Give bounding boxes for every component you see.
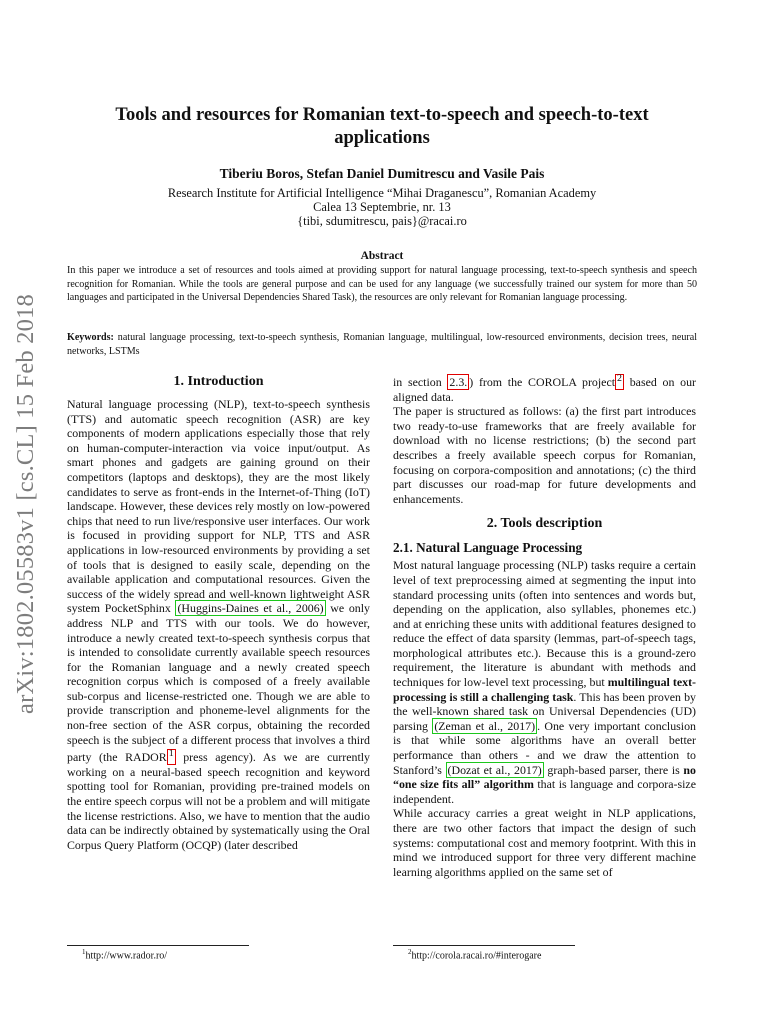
subsection-heading-nlp: 2.1. Natural Language Processing [393,540,583,556]
footnote-rule-right [393,945,575,946]
tools-text: Most natural language processing (NLP) tasks require a certain level of text preprocessing aimed at segmenting the input into standard processing units (often into sentences and words but, depending on the application, also syllables, phonemes etc.) and at enriching these units with additional features designed to reduce the effect of data sparsity (lemmas, part-of-speech tags, morphological attributes etc.). Because this is a ground-zero requirement, the literature is abundant with methods and techniques for low-level text processing, but [393,558,696,690]
paper-title: Tools and resources for Romanian text-to-speech and speech-to-text applications [115,105,649,148]
intro-text: we only address NLP and TTS with our tools. We do however, introduce a newly created text-to-speech synthesis corpus that is intended to consolidate currently available speech resources for the Romanian language and a newly created speech recognition corpus which is composed of a freely available sub-corpus and license-restricted one. Though we are able to provide transcription and phoneme-level alignments for the non-free section of the ASR corpus, obtaining the recorded speech is the subject of a different process that involves a third party (the RADOR [67,601,370,765]
footnote-1 [82,948,167,961]
footnote-url-2[interactable]: http://corola.racai.ro/#interogare [411,950,542,962]
footnote-link-2[interactable] [615,374,624,390]
tools-paragraph-1 [393,558,696,806]
intro-paragraph-2: The paper is structured as follows: (a) the first part introduces two ready-to-use frameworks that are freely available for download with no license restrictions; (b) the second part describes a freely available speech corpus for Romanian, focusing on corpora-composition and annotations; (c) the third part discusses our road-map for future developments and enhancements. [393,404,696,506]
affiliation-institute: Research Institute for Artificial Intelligence “Mihai Draganescu”, Romanian Academy [167,186,597,200]
footnote-2 [408,948,541,961]
footnote-number-1: 1 [82,948,86,956]
tools-paragraph-2: While accuracy carries a great weight in NLP applications, there are two other factors that impact the design of such systems: computational cost and memory footprint. With this in mind we introduced support for three very different machine learning algorithms applied on the same set of [393,806,696,879]
footnote-rule-left [67,945,249,946]
arxiv-sidebar [2,294,50,714]
footnote-mark-2: 2 [617,373,622,384]
section-heading-introduction: 1. Introduction [173,374,264,389]
abstract-heading: Abstract [360,250,404,262]
intro-text: based on our aligned data. [393,374,697,404]
citation-dozat[interactable]: (Dozat et al., 2017) [447,762,542,777]
paper-authors: Tiberiu Boros, Stefan Daniel Dumitrescu and Vasile Pais [219,166,545,181]
intro-text: ) from the COROLA project [469,374,616,389]
tools-text: . One very important conclusion is that while some algorithms have an overall better performance than others - and we draw the attention to Stanford’s [393,718,696,777]
arxiv-identifier: arXiv:1802.05583v1 [cs.CL] 15 Feb 2018 [12,294,40,714]
tools-text: . This has been proven by the well-known shared task on Universal Dependencies (UD) parsing [393,689,696,733]
tools-emphasis-2: no “one size fits all” algorithm [393,762,696,792]
abstract-text: In this paper we introduce a set of resources and tools aimed at providing support for natural language processing, text-to-speech synthesis and speech recognition for Romanian. While the tools are general purpose and can be used for any language (we successfully trained our system for more than 50 languages and participated in the Universal Dependencies Shared Task), the resources are only relevant for Romanian language processing. [67,265,697,303]
tools-text: graph-based parser, there is [543,762,684,777]
intro-text: in section [393,374,448,389]
left-column [67,372,370,852]
tools-text: that is language and corpora-size independent. [393,777,696,806]
right-column [393,372,696,879]
footnote-url-1[interactable]: http://www.rador.ro/ [85,950,168,962]
keywords-block [67,331,697,358]
keywords-text: natural language processing, text-to-speech synthesis, Romanian language, multilingual, low-resourced environments, decision trees, neural networks, LSTMs [67,332,697,357]
keywords-label: Keywords: [67,332,114,343]
footnote-link-1[interactable] [167,749,176,765]
intro-paragraph-1 [67,397,370,852]
tools-emphasis-1: multilingual text-processing is still a challenging task [393,675,696,704]
intro-text: Natural language processing (NLP), text-to-speech synthesis (TTS) and automatic speech recognition (ASR) are key components of modern applications especially those that rely on human-computer-interaction via voice input/output. As smart phones and gadgets are gaining ground on their competitors (laptops and desktops), they are the most likely candidates to serve as front-ends in the Internet-of-Thing (IoT) landscape. However, these devices rely mostly on low-powered chips that need to run live/responsive user interfaces. Our work is focused in providing support for NLP, TTS and ASR applications in low-resourced environments by providing a set of tools that is designed to easily scale, depending on the available application and computational resources. Given the success of the widely spread and well-known lightweight ASR system PocketSphinx [67,397,370,616]
intro-paragraph-continued [393,372,696,404]
citation-huggins-daines[interactable]: (Huggins-Daines et al., 2006) [177,601,324,616]
section-heading-tools: 2. Tools description [486,516,603,532]
intro-text: press agency). As we are currently working on a neural-based speech recognition and keyword spotting tool for Romanian, providing pre-trained models on the entire speech corpus will not be a problem and will mitigate the license restrictions. Also, we have to mention that the audio data can be indirectly obtained by systematically using the Oral Corpus Query Platform (OCQP) (later described [67,750,370,852]
footnote-mark-1: 1 [168,748,174,760]
citation-zeman[interactable]: (Zeman et al., 2017) [434,718,536,733]
affiliation-address: Calea 13 Septembrie, nr. 13 [313,200,451,214]
footnote-number-2: 2 [408,948,412,956]
section-link-2-3[interactable]: 2.3. [449,374,468,389]
affiliation-emails: {tibi, sdumitrescu, pais}@racai.ro [297,214,467,228]
